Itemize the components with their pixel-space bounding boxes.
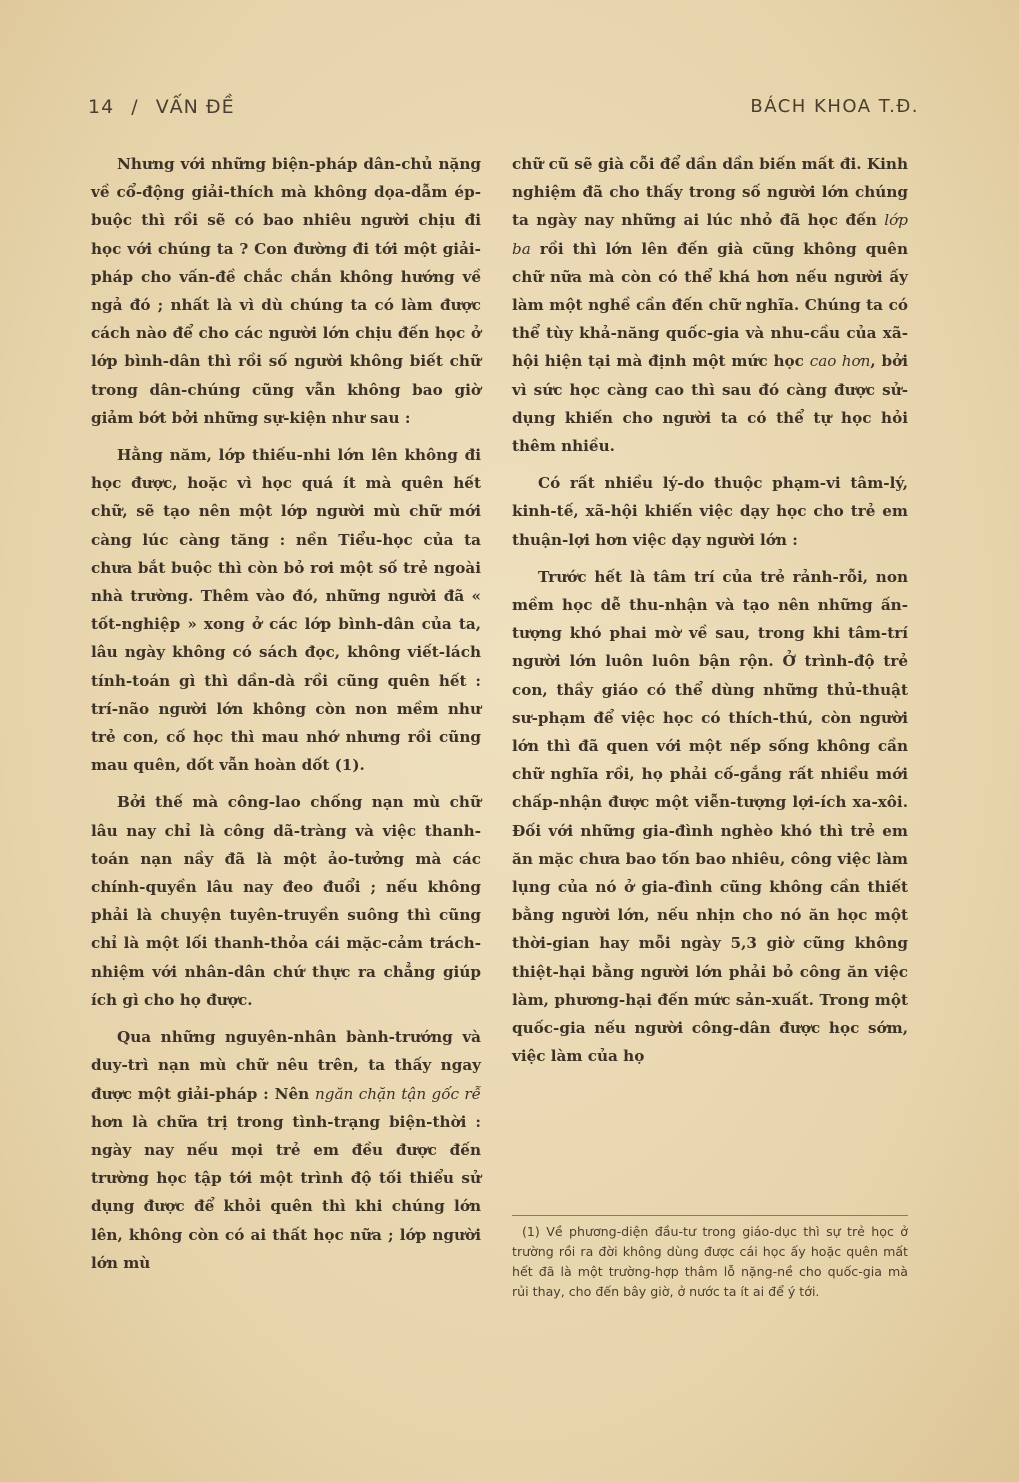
text-run: chữ cũ sẽ già cỗi để dần dần biến mất đi. Kinh nghiệm đã cho thấy trong số người lớn chúng ta ngày nay những ai lúc nhỏ đã học đến <box>512 155 908 230</box>
italic-text: lớp ba <box>512 211 908 258</box>
italic-text: cao hơn <box>809 352 871 371</box>
header-separator: / <box>131 96 139 118</box>
paragraph: Nhưng với những biện-pháp dân-chủ nặng về cổ-động giải-thích mà không dọa-dẫm ép-buộc thì rồi sẽ có bao nhiêu người chịu đi học với chúng ta ? Con đường đi tới một giải-pháp cho vấn-đề chắc chắn không hướng về ngả đó ; nhất là vì dù chúng ta có làm được cách nào để cho các người lớn chịu đến học ở lớp bình-dân thì rồi số người không biết chữ trong dân-chúng cũng vẫn không bao giờ giảm bớt bởi những sự-kiện như sau : <box>91 155 481 427</box>
page-header <box>88 96 919 126</box>
paragraph: Có rất nhiều lý-do thuộc phạm-vi tâm-lý, kinh-tế, xã-hội khiến việc dạy học cho trẻ em thuận-lợi hơn việc dạy người lớn : <box>512 474 908 549</box>
paragraph: Hằng năm, lớp thiếu-nhi lớn lên không đi học được, hoặc vì học quá ít mà quên hết chữ, sẽ tạo nên một lớp người mù chữ mới càng lúc càng tăng : nền Tiểu-học của ta chưa bắt buộc thì còn bỏ rơi một số trẻ ngoài nhà trường. Thêm vào đó, những người đã « tốt-nghiệp » xong ở các lớp bình-dân của ta, lâu ngày không có sách đọc, không viết-lách tính-toán gì thì dần-dà rồi cũng quên hết : trí-não người lớn không còn non mềm như trẻ con, cố học thì mau nhớ nhưng rồi cũng mau quên, dốt vẫn hoàn dốt (1). <box>91 446 481 775</box>
right-column <box>512 150 908 1080</box>
paragraph <box>91 1023 481 1277</box>
text-run: , bởi vì sức học càng cao thì sau đó càng được sử-dụng khiến cho người ta có thể tự học hỏi thêm nhiều. <box>512 352 909 456</box>
publication-title: BÁCH KHOA T.Đ. <box>750 96 919 117</box>
italic-text: ngăn chặn tận gốc rễ <box>315 1084 481 1103</box>
text-run: rồi thì lớn lên đến già cũng không quên chữ nữa mà còn có thể khá hơn nếu người ấy làm một nghề cần đến chữ nghĩa. Chúng ta có thể tùy khả-năng quốc-gia và nhu-cầu của xã-hội hiện tại mà định một mức học <box>512 239 908 371</box>
paragraph: Trước hết là tâm trí của trẻ rảnh-rỗi, non mềm học dễ thu-nhận và tạo nên những ấn-tượng khó phai mờ về sau, trong khi tâm-trí người lớn luôn luôn bận rộn. Ở trình-độ trẻ con, thầy giáo có thể dùng những thủ-thuật sư-phạm để việc học có thích-thú, còn người lớn thì đã quen với một nếp sống không cần chữ nghĩa rồi, họ phải cố-gắng rất nhiều mới chấp-nhận được một viễn-tượng lợi-ích xa-xôi. Đối với những gia-đình nghèo khó thì trẻ em ăn mặc chưa bao tốn bao nhiêu, công việc làm lụng của nó ở gia-đình cũng không cần thiết bằng người lớn, nếu nhịn cho nó ăn học một thời-gian hay mỗi ngày 5,3 giờ cũng không thiệt-hại bằng người lớn phải bỏ công ăn việc làm, phương-hại đến mức sản-xuất. Trong một quốc-gia nếu người công-dân được học sớm, việc làm của họ <box>512 567 908 1066</box>
header-left <box>88 96 235 118</box>
text-run: hơn là chữa trị trong tình-trạng biện-thời : ngày nay nếu mọi trẻ em đều được đến trường học tập tới một trình độ tối thiểu sử dụng được để khỏi quên thì khi chúng lớn lên, không còn có ai thất học nữa ; lớp người lớn mù <box>91 1112 481 1272</box>
footnote <box>512 1215 908 1302</box>
section-title: VẤN ĐỀ <box>155 96 235 118</box>
text-run: Qua những nguyên-nhân bành-trướng và duy-trì nạn mù chữ nêu trên, ta thấy ngay được một giải-pháp : Nên <box>91 1028 481 1103</box>
left-column <box>91 150 481 1286</box>
paragraph: Bởi thế mà công-lao chống nạn mù chữ lâu nay chỉ là công dã-tràng và việc thanh-toán nạn nầy đã là một ảo-tưởng mà các chính-quyền lâu nay đeo đuổi ; nếu không phải là chuyện tuyên-truyền suông thì cũng chỉ là một lối thanh-thỏa cái mặc-cảm trách-nhiệm với nhân-dân chứ thực ra chẳng giúp ích gì cho họ được. <box>91 793 481 1009</box>
paragraph <box>512 150 908 460</box>
footnote-text: (1) Về phương-diện đầu-tư trong giáo-dục thì sự trẻ học ở trường rồi ra đời không dùng được cái học ấy hoặc quên mất hết đã là một trường-hợp thâm lỗ nặng-nề cho quốc-gia mà rủi thay, cho đến bây giờ, ở nước ta ít ai để ý tới. <box>512 1224 908 1299</box>
page-number: 14 <box>88 96 115 118</box>
